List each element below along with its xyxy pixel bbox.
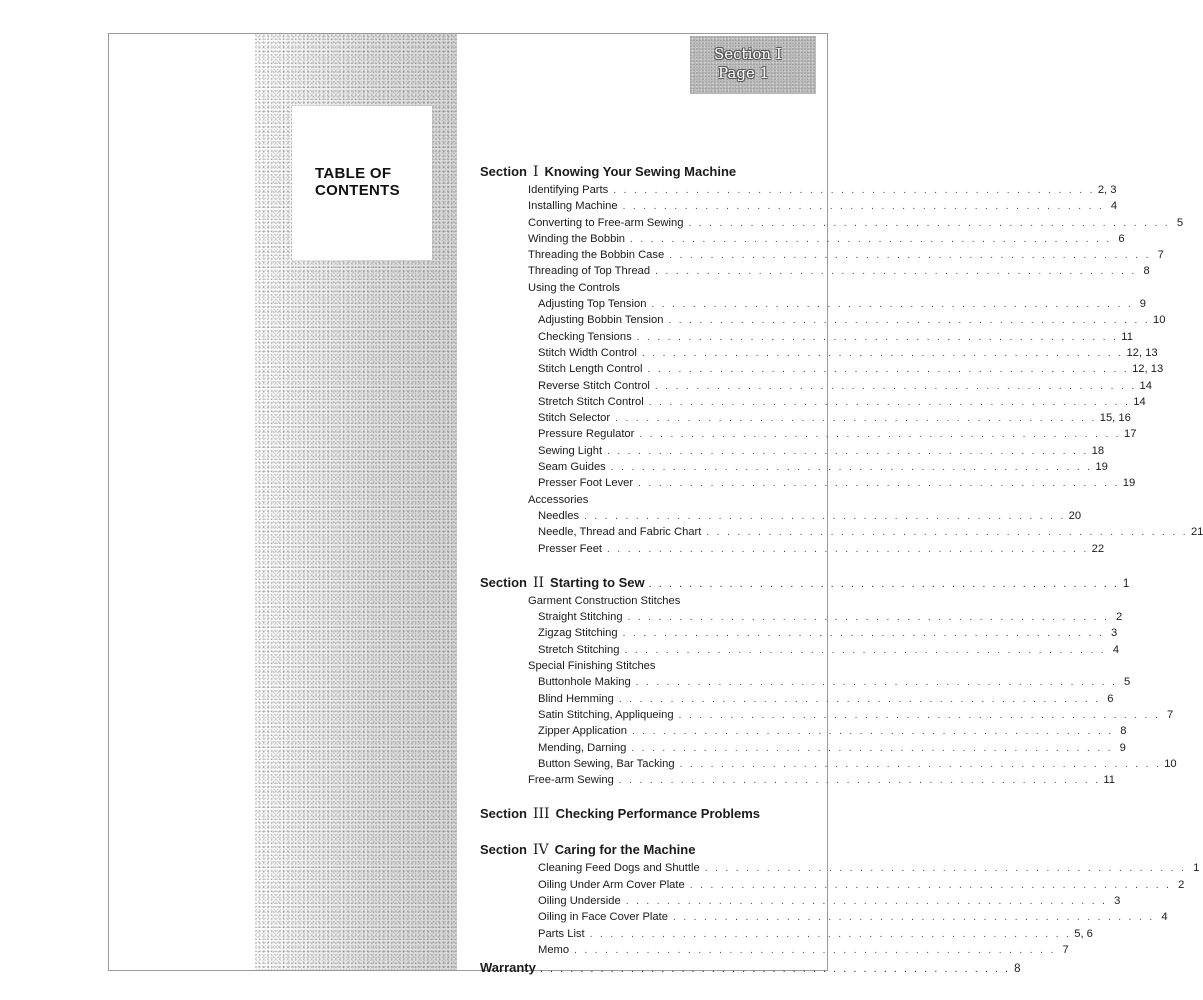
entry-page: 5 <box>1176 216 1184 229</box>
entry-page: 4 <box>1112 643 1120 656</box>
entry-title: Winding the Bobbin <box>528 232 626 245</box>
entry-page: 14 <box>1133 395 1146 408</box>
dot-leader: . . . . . . . . . . . . . . . . . . . . . . . . . . . . . . . . . . . . . . . . . . . . . . . <box>704 863 1187 875</box>
toc-entry <box>480 926 1093 942</box>
toc-entry <box>480 740 1126 756</box>
toc-entry <box>480 942 1069 958</box>
toc-entry <box>480 443 1105 459</box>
section-heading <box>480 573 1130 593</box>
toc-entry <box>480 182 1117 198</box>
entry-title: Presser Feet <box>538 542 603 555</box>
entry-title: Stitch Length Control <box>538 363 643 376</box>
entry-title: Zigzag Stitching <box>538 627 618 640</box>
toc-entry <box>480 723 1127 739</box>
toc-entry <box>480 410 1131 426</box>
dot-leader: . . . . . . . . . . . . . . . . . . . . . . . . . . . . . . . . . . . . . . . . . . . . . . . <box>638 478 1120 490</box>
entry-page: 10 <box>1164 757 1177 770</box>
dot-leader: . . . . . . . . . . . . . . . . . . . . . . . . . . . . . . . . . . . . . . . . . . . . . . . <box>584 510 1066 522</box>
section-gap <box>480 788 825 804</box>
entry-page: 12, 13 <box>1132 363 1164 376</box>
entry-title: Oiling Under Arm Cover Plate <box>538 878 685 891</box>
entry-title: Straight Stitching <box>538 611 623 624</box>
toc-entry <box>480 893 1121 909</box>
toc-entry <box>480 198 1118 214</box>
toc-entry <box>480 909 1168 925</box>
toc-entry <box>480 772 1116 788</box>
toc-entry <box>480 642 1120 658</box>
entry-page: 5 <box>1124 676 1131 689</box>
toc-entry <box>480 492 825 508</box>
entry-page: 15, 16 <box>1099 412 1131 425</box>
dot-leader: . . . . . . . . . . . . . . . . . . . . . . . . . . . . . . . . . . . . . . . . . . . . . . . <box>648 577 1119 590</box>
warranty-label: Warranty <box>480 960 536 976</box>
dot-leader: . . . . . . . . . . . . . . . . . . . . . . . . . . . . . . . . . . . . . . . . . . . . . . . <box>610 462 1093 474</box>
section-label: Section <box>480 842 527 858</box>
title-line-2: CONTENTS <box>315 182 400 199</box>
entry-page: 14 <box>1139 379 1152 392</box>
section-label: Section <box>480 164 527 179</box>
toc-entry <box>480 361 1164 377</box>
entry-title: Accessories <box>528 493 589 506</box>
entry-title: Pressure Regulator <box>538 428 635 441</box>
entry-page: 21 <box>1190 526 1203 539</box>
dot-leader: . . . . . . . . . . . . . . . . . . . . . . . . . . . . . . . . . . . . . . . . . . . . . . . <box>688 217 1171 229</box>
section-heading <box>480 162 825 182</box>
entry-title: Needles <box>538 509 580 522</box>
dot-leader: . . . . . . . . . . . . . . . . . . . . . . . . . . . . . . . . . . . . . . . . . . . . . . . <box>613 185 1095 196</box>
entry-title: Adjusting Bobbin Tension <box>538 314 664 327</box>
entry-title: Stitch Width Control <box>538 346 637 359</box>
toc-entry <box>480 247 1164 263</box>
section-label: Section <box>480 806 527 822</box>
section-page-badge <box>690 36 816 94</box>
entry-title: Oiling in Face Cover Plate <box>538 911 668 924</box>
entry-page: 8 <box>1143 265 1150 278</box>
toc-entry <box>480 625 1118 641</box>
entry-page: 3 <box>1114 894 1121 907</box>
entry-page: 6 <box>1107 692 1114 705</box>
badge-page: Page 1 <box>718 64 770 82</box>
section-title: Starting to Sew <box>550 574 645 590</box>
entry-title: Identifying Parts <box>528 184 609 196</box>
dot-leader: . . . . . . . . . . . . . . . . . . . . . . . . . . . . . . . . . . . . . . . . . . . . . . . <box>668 315 1151 327</box>
section-title: Knowing Your Sewing Machine <box>544 164 737 179</box>
entry-title: Converting to Free-arm Sewing <box>528 216 684 229</box>
dot-leader: . . . . . . . . . . . . . . . . . . . . . . . . . . . . . . . . . . . . . . . . . . . . . . . <box>625 895 1108 907</box>
dot-leader: . . . . . . . . . . . . . . . . . . . . . . . . . . . . . . . . . . . . . . . . . . . . . . . <box>622 201 1105 213</box>
warranty-heading <box>480 958 1021 978</box>
toc-entry <box>480 426 1137 442</box>
entry-title: Threading the Bobbin Case <box>528 249 665 262</box>
toc-entry <box>480 609 1123 625</box>
entry-page: 9 <box>1139 298 1147 311</box>
toc-entry <box>480 691 1114 707</box>
dot-leader: . . . . . . . . . . . . . . . . . . . . . . . . . . . . . . . . . . . . . . . . . . . . . . . <box>636 331 1119 343</box>
section-numeral: III <box>532 806 550 823</box>
toc-entry <box>480 707 1174 723</box>
toc-entry <box>480 263 1150 279</box>
entry-title: Garment Construction Stitches <box>528 594 681 607</box>
toc-entry <box>480 459 1108 475</box>
entry-title: Button Sewing, Bar Tacking <box>538 757 675 770</box>
dot-leader: . . . . . . . . . . . . . . . . . . . . . . . . . . . . . . . . . . . . . . . . . . . . . . . <box>654 380 1137 392</box>
dot-leader: . . . . . . . . . . . . . . . . . . . . . . . . . . . . . . . . . . . . . . . . . . . . . . . <box>635 677 1118 689</box>
dot-leader: . . . . . . . . . . . . . . . . . . . . . . . . . . . . . . . . . . . . . . . . . . . . . . . <box>706 527 1188 539</box>
toc-entry <box>480 524 1203 540</box>
entry-title: Free-arm Sewing <box>528 774 614 787</box>
entry-title: Reverse Stitch Control <box>538 379 650 392</box>
toc-entry <box>480 378 1152 394</box>
section-gap <box>480 824 825 840</box>
section-title: Caring for the Machine <box>554 842 696 858</box>
entry-page: 18 <box>1091 444 1105 457</box>
toc-entry <box>480 658 825 674</box>
toc-entry <box>480 329 1133 345</box>
entry-title: Mending, Darning <box>538 741 627 754</box>
entry-page: 5, 6 <box>1074 927 1093 940</box>
entry-title: Oiling Underside <box>538 894 621 907</box>
entry-page: 2 <box>1178 878 1185 891</box>
toc-entry <box>480 860 1200 876</box>
entry-title: Sewing Light <box>538 444 603 457</box>
dot-leader: . . . . . . . . . . . . . . . . . . . . . . . . . . . . . . . . . . . . . . . . . . . . . . . <box>648 396 1131 408</box>
entry-page: 22 <box>1091 542 1105 555</box>
section-numeral: I <box>532 164 539 180</box>
entry-title: Checking Tensions <box>538 330 632 343</box>
entry-title: Using the Controls <box>528 281 621 294</box>
warranty-page: 8 <box>1014 963 1021 976</box>
toc-entry <box>480 296 1147 312</box>
dot-leader: . . . . . . . . . . . . . . . . . . . . . . . . . . . . . . . . . . . . . . . . . . . . . . . <box>607 543 1089 555</box>
entry-page: 7 <box>1062 943 1069 956</box>
entry-page: 1 <box>1193 862 1200 875</box>
dot-leader: . . . . . . . . . . . . . . . . . . . . . . . . . . . . . . . . . . . . . . . . . . . . . . . <box>651 299 1134 311</box>
entry-title: Satin Stitching, Appliqueing <box>538 708 674 721</box>
section-label: Section <box>480 574 527 590</box>
title-line-1: TABLE OF <box>315 165 392 182</box>
entry-page: 11 <box>1121 330 1133 343</box>
toc-entry <box>480 756 1177 772</box>
entry-page: 2, 3 <box>1097 184 1117 196</box>
entry-page: 9 <box>1119 741 1126 754</box>
section-heading <box>480 840 825 860</box>
dot-leader: . . . . . . . . . . . . . . . . . . . . . . . . . . . . . . . . . . . . . . . . . . . . . . . <box>630 233 1112 245</box>
entry-title: Zipper Application <box>538 725 627 738</box>
entry-title: Stretch Stitch Control <box>538 395 644 408</box>
entry-title: Seam Guides <box>538 461 606 474</box>
toc-entry <box>480 231 1125 247</box>
dot-leader: . . . . . . . . . . . . . . . . . . . . . . . . . . . . . . . . . . . . . . . . . . . . . . . <box>622 628 1105 640</box>
toc-entry <box>480 345 1158 361</box>
section-gap <box>480 557 825 573</box>
dot-leader: . . . . . . . . . . . . . . . . . . . . . . . . . . . . . . . . . . . . . . . . . . . . . . . <box>631 742 1113 754</box>
dot-leader: . . . . . . . . . . . . . . . . . . . . . . . . . . . . . . . . . . . . . . . . . . . . . . . <box>627 612 1110 624</box>
dot-leader: . . . . . . . . . . . . . . . . . . . . . . . . . . . . . . . . . . . . . . . . . . . . . . . <box>539 963 1011 976</box>
entry-title: Installing Machine <box>528 200 618 213</box>
entry-title: Threading of Top Thread <box>528 265 651 278</box>
entry-title: Blind Hemming <box>538 692 614 705</box>
entry-page: 20 <box>1068 509 1082 522</box>
entry-page: 7 <box>1157 249 1164 262</box>
entry-page: 8 <box>1120 725 1127 738</box>
dot-leader: . . . . . . . . . . . . . . . . . . . . . . . . . . . . . . . . . . . . . . . . . . . . . . . <box>669 250 1151 262</box>
entry-title: Adjusting Top Tension <box>538 298 647 311</box>
entry-title: Needle, Thread and Fabric Chart <box>538 526 702 539</box>
dot-leader: . . . . . . . . . . . . . . . . . . . . . . . . . . . . . . . . . . . . . . . . . . . . . . . <box>574 944 1056 956</box>
toc-entry <box>480 312 1166 328</box>
badge-section: Section I <box>714 45 782 63</box>
dot-leader: . . . . . . . . . . . . . . . . . . . . . . . . . . . . . . . . . . . . . . . . . . . . . . . <box>672 912 1155 924</box>
entry-page: 17 <box>1123 428 1137 441</box>
section-numeral: II <box>532 574 545 591</box>
section-title: Checking Performance Problems <box>555 806 761 822</box>
entry-page: 6 <box>1118 232 1125 245</box>
entry-page: 11 <box>1103 774 1116 787</box>
toc-entry <box>480 508 1082 524</box>
entry-page: 4 <box>1110 200 1118 213</box>
dot-leader: . . . . . . . . . . . . . . . . . . . . . . . . . . . . . . . . . . . . . . . . . . . . . . . <box>624 644 1107 656</box>
entry-title: Presser Foot Lever <box>538 477 634 490</box>
dot-leader: . . . . . . . . . . . . . . . . . . . . . . . . . . . . . . . . . . . . . . . . . . . . . . . <box>647 364 1130 376</box>
dot-leader: . . . . . . . . . . . . . . . . . . . . . . . . . . . . . . . . . . . . . . . . . . . . . . . <box>618 775 1101 787</box>
entry-title: Buttonhole Making <box>538 676 631 689</box>
entry-page: 2 <box>1115 611 1123 624</box>
entry-page: 12, 13 <box>1126 346 1158 359</box>
dot-leader: . . . . . . . . . . . . . . . . . . . . . . . . . . . . . . . . . . . . . . . . . . . . . . . <box>589 928 1072 940</box>
title-box <box>292 106 432 260</box>
toc-entry <box>480 280 825 296</box>
entry-page: 10 <box>1153 314 1166 327</box>
dot-leader: . . . . . . . . . . . . . . . . . . . . . . . . . . . . . . . . . . . . . . . . . . . . . . . <box>639 429 1121 441</box>
dot-leader: . . . . . . . . . . . . . . . . . . . . . . . . . . . . . . . . . . . . . . . . . . . . . . . <box>679 758 1162 770</box>
entry-title: Special Finishing Stitches <box>528 660 656 673</box>
dot-leader: . . . . . . . . . . . . . . . . . . . . . . . . . . . . . . . . . . . . . . . . . . . . . . . <box>607 445 1089 457</box>
section-page: 1 <box>1122 577 1130 590</box>
entry-page: 19 <box>1095 461 1108 474</box>
section-heading <box>480 804 825 824</box>
entry-page: 3 <box>1110 627 1118 640</box>
dot-leader: . . . . . . . . . . . . . . . . . . . . . . . . . . . . . . . . . . . . . . . . . . . . . . . <box>655 266 1137 278</box>
dot-leader: . . . . . . . . . . . . . . . . . . . . . . . . . . . . . . . . . . . . . . . . . . . . . . . <box>615 413 1097 425</box>
entry-title: Parts List <box>538 927 585 940</box>
dot-leader: . . . . . . . . . . . . . . . . . . . . . . . . . . . . . . . . . . . . . . . . . . . . . . . <box>641 347 1124 359</box>
dot-leader: . . . . . . . . . . . . . . . . . . . . . . . . . . . . . . . . . . . . . . . . . . . . . . . <box>689 879 1172 891</box>
toc-entry <box>480 593 825 609</box>
entry-title: Stretch Stitching <box>538 643 620 656</box>
entry-title: Cleaning Feed Dogs and Shuttle <box>538 862 700 875</box>
entry-page: 4 <box>1161 911 1168 924</box>
toc-entry <box>480 215 1184 231</box>
dot-leader: . . . . . . . . . . . . . . . . . . . . . . . . . . . . . . . . . . . . . . . . . . . . . . . <box>678 709 1161 721</box>
entry-page: 7 <box>1166 708 1174 721</box>
dot-leader: . . . . . . . . . . . . . . . . . . . . . . . . . . . . . . . . . . . . . . . . . . . . . . . <box>631 726 1114 738</box>
entry-page: 19 <box>1122 477 1136 490</box>
toc-entry <box>480 394 1146 410</box>
toc-entry <box>480 674 1131 690</box>
section-numeral: IV <box>532 842 549 859</box>
dot-leader: . . . . . . . . . . . . . . . . . . . . . . . . . . . . . . . . . . . . . . . . . . . . . . . <box>618 693 1101 705</box>
toc-entry <box>480 877 1185 893</box>
table-of-contents <box>480 162 1203 978</box>
entry-title: Memo <box>538 943 570 956</box>
entry-title: Stitch Selector <box>538 412 611 425</box>
page-title <box>315 165 400 199</box>
toc-entry <box>480 475 1136 491</box>
toc-entry <box>480 541 1105 557</box>
manual-page <box>108 33 1203 976</box>
